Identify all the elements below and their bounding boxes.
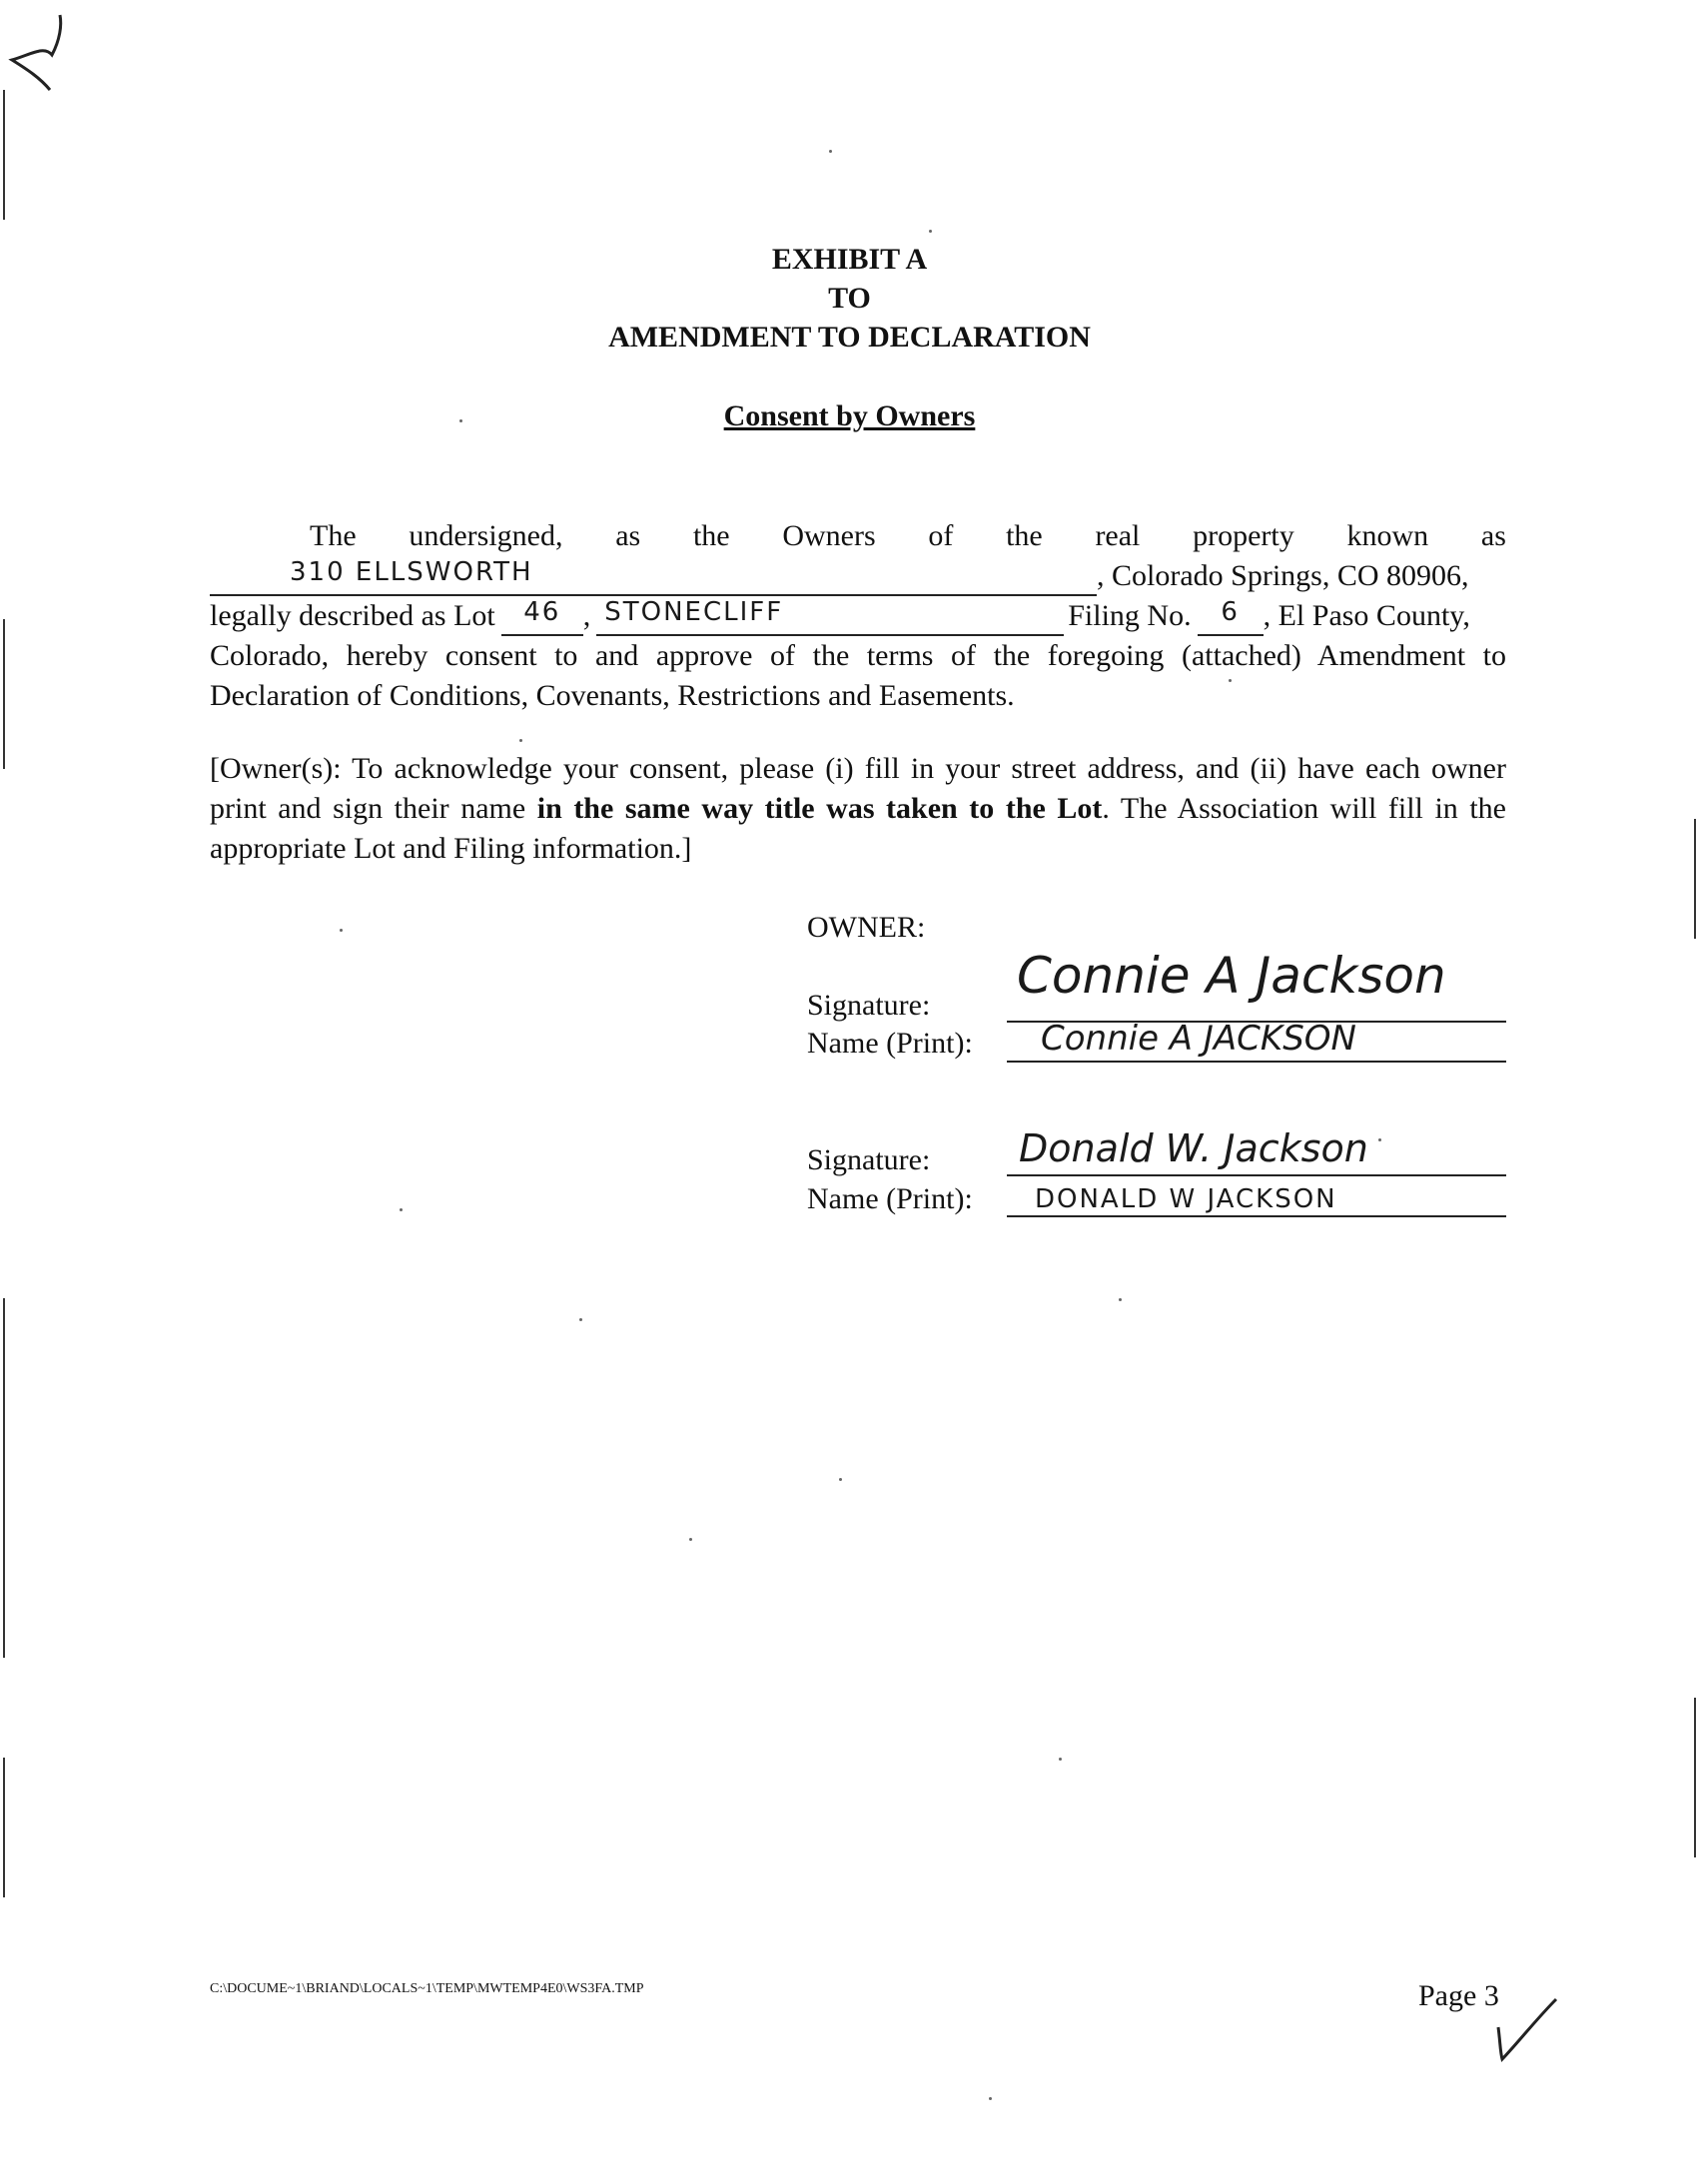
scan-speck <box>340 929 343 932</box>
word: of <box>928 519 954 552</box>
check-mark-icon <box>1488 1987 1568 2067</box>
consent-subtitle-wrap <box>0 399 1699 433</box>
scan-edge-line <box>3 90 5 220</box>
scan-speck <box>829 150 832 153</box>
word: as <box>1480 519 1506 552</box>
scan-speck <box>519 739 522 742</box>
filing-label: Filing No. <box>1068 599 1192 632</box>
paragraph-line-3 <box>210 596 1506 636</box>
subdivision-value: STONECLIFF <box>604 597 784 627</box>
word: real <box>1095 519 1141 552</box>
county-suffix: , El Paso County, <box>1263 599 1470 632</box>
word: The <box>310 519 357 552</box>
consent-paragraph <box>210 516 1506 716</box>
signature-label-2: Signature: <box>807 1143 931 1176</box>
lot-value: 46 <box>523 597 561 627</box>
owner1-printed-name: Connie A JACKSON <box>1041 1019 1356 1059</box>
scan-speck <box>1119 1298 1122 1301</box>
name-label-1: Name (Print): <box>807 1027 973 1060</box>
instructions-text-1: [Owner(s): To acknowledge your consent, please (i) fill in your street address, and (ii) have each owner print and sign their name <box>210 752 1506 825</box>
exhibit-title: EXHIBIT A <box>771 243 928 276</box>
paragraph-line-1 <box>210 516 1506 556</box>
file-path: C:\DOCUME~1\BRIAND\LOCALS~1\TEMP\MWTEMP4E0\WS3FA.TMP <box>210 1981 644 1996</box>
scan-edge-line <box>3 1298 5 1658</box>
name-label-2: Name (Print): <box>807 1182 973 1215</box>
street-address-value: 310 ELLSWORTH <box>290 557 533 587</box>
owner2-printed-name: DONALD W JACKSON <box>1035 1184 1337 1214</box>
page-number: Page 3 <box>1418 1979 1499 2012</box>
instructions-text-2: . The Association will fill in the appropriate Lot and Filing information.] <box>210 792 1506 865</box>
scan-speck <box>579 1318 582 1321</box>
lot-prefix: legally described as Lot <box>210 599 495 632</box>
scan-speck <box>689 1538 692 1541</box>
amendment-title: AMENDMENT TO DECLARATION <box>608 321 1091 354</box>
subdivision-field[interactable] <box>596 598 1064 636</box>
lot-field[interactable] <box>501 598 583 636</box>
consent-subtitle: Consent by Owners <box>723 399 976 432</box>
owner1-signature: Connie A Jackson <box>1017 947 1446 1005</box>
word: as <box>615 519 641 552</box>
scan-speck <box>1059 1758 1062 1761</box>
word: undersigned, <box>409 519 563 552</box>
owner-heading: OWNER: <box>807 911 926 944</box>
street-address-field[interactable] <box>210 556 1097 596</box>
scan-edge-line <box>1694 1698 1696 1857</box>
owner2-signature: Donald W. Jackson <box>1019 1126 1368 1170</box>
scan-speck <box>929 230 932 233</box>
word: known <box>1346 519 1429 552</box>
scan-speck <box>839 1478 842 1481</box>
instructions-paragraph <box>210 749 1506 869</box>
check-mark-icon <box>0 0 120 110</box>
signature-line-2[interactable] <box>1007 1174 1506 1176</box>
name-line-1[interactable] <box>1007 1061 1506 1063</box>
scan-speck <box>989 2097 992 2100</box>
paragraph-line-5: Declaration of Conditions, Covenants, Restrictions and Easements. <box>210 679 1015 712</box>
scan-edge-line <box>3 619 5 769</box>
city-suffix: , Colorado Springs, CO 80906, <box>1097 559 1469 592</box>
word: the <box>1006 519 1043 552</box>
signature-label-1: Signature: <box>807 989 931 1022</box>
filing-value: 6 <box>1221 597 1240 627</box>
word: Owners <box>782 519 876 552</box>
scan-edge-line <box>3 1758 5 1897</box>
word: the <box>692 519 730 552</box>
paragraph-line-2 <box>210 556 1506 596</box>
exhibit-to: TO <box>828 282 871 315</box>
name-line-2[interactable] <box>1007 1215 1506 1217</box>
word: property <box>1193 519 1294 552</box>
scan-speck <box>400 1208 403 1211</box>
paragraph-line-4: Colorado, hereby consent to and approve of the terms of the foregoing (attached) Amendment to <box>210 639 1506 672</box>
scan-edge-line <box>1694 819 1696 939</box>
filing-field[interactable] <box>1198 598 1264 636</box>
instructions-bold: in the same way title was taken to the Lot <box>536 792 1103 825</box>
scan-speck <box>1378 1138 1381 1141</box>
lot-comma: , <box>582 599 591 632</box>
